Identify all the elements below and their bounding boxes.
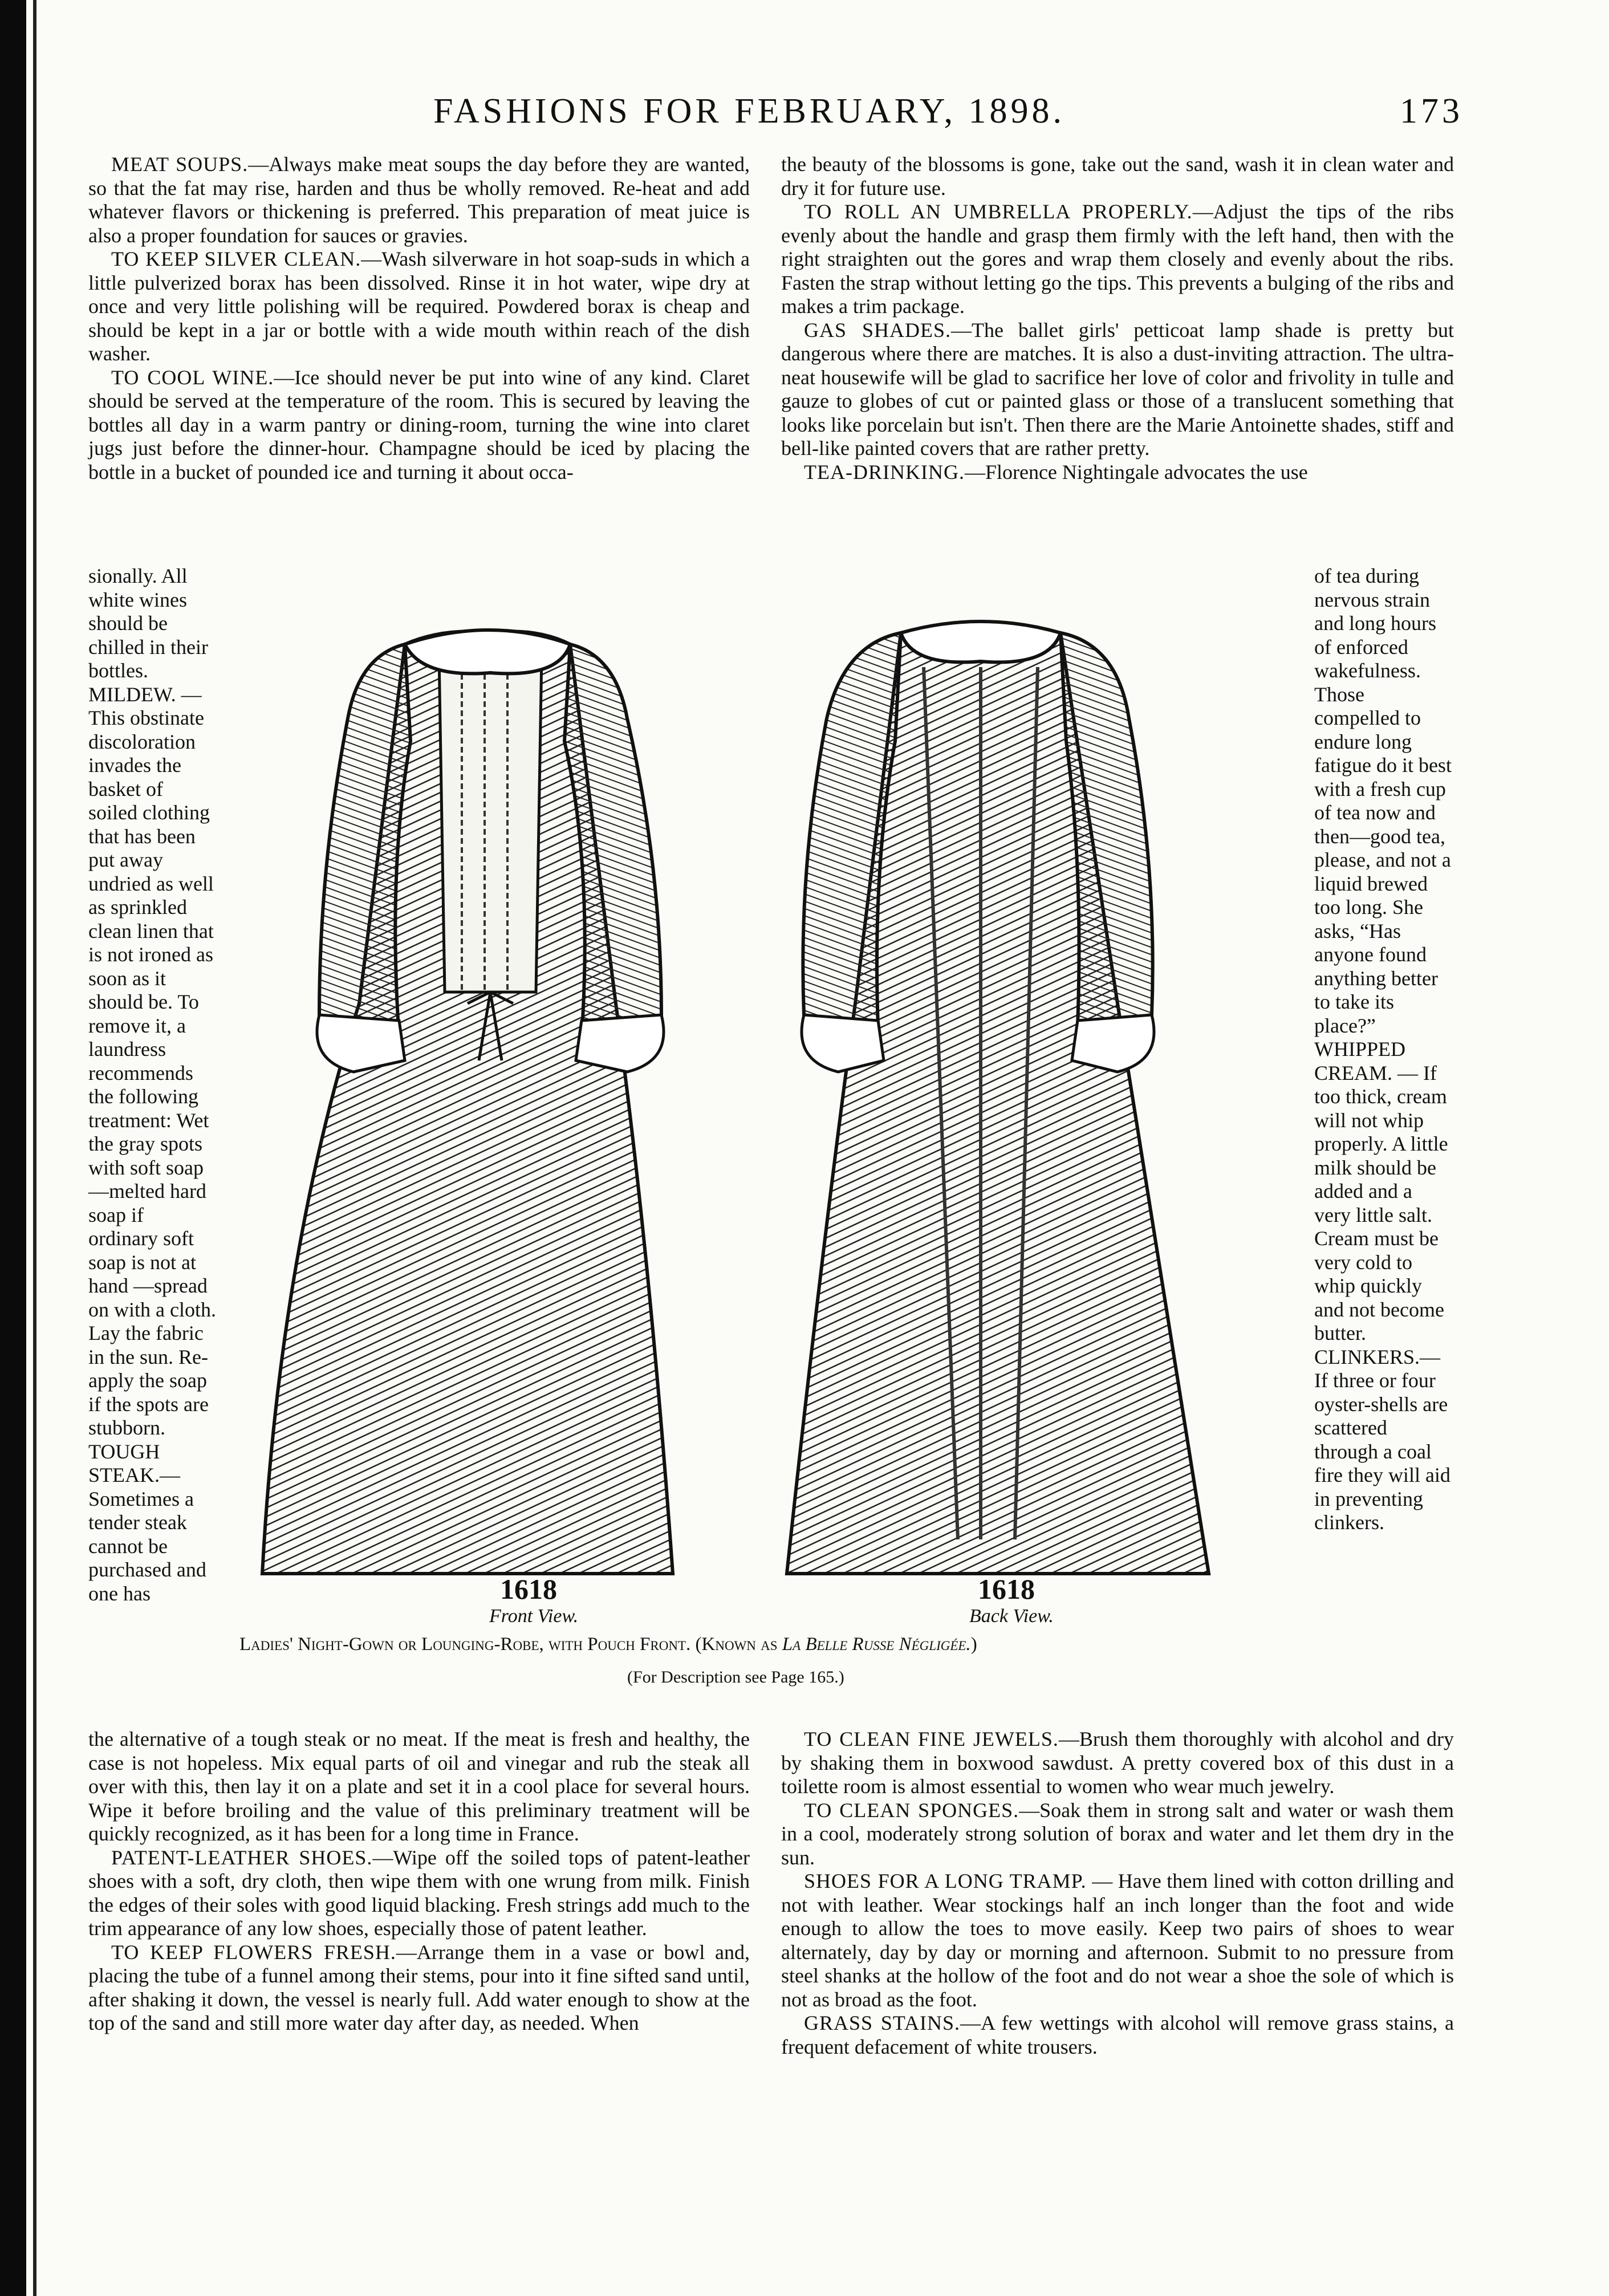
heading-patent-leather: PATENT-LEATHER SHOES. — [111, 1846, 373, 1869]
article-patent-leather — [88, 1846, 750, 1941]
article-silver-clean — [88, 247, 750, 366]
page-edge-shadow — [0, 0, 26, 2296]
back-view-label: Back View. — [969, 1606, 1054, 1627]
right-column-bottom — [781, 1728, 1454, 2059]
front-view-label: Front View. — [489, 1606, 579, 1627]
article-flowers-fresh — [88, 1941, 750, 2035]
article-flowers-cont — [781, 153, 1454, 200]
heading-tea-drinking: TEA-DRINKING. — [804, 460, 965, 483]
page-header — [433, 91, 1517, 143]
heading-silver-clean: TO KEEP SILVER CLEAN. — [111, 247, 361, 270]
caption-end: ) — [970, 1634, 977, 1655]
left-column-bottom — [88, 1728, 750, 2035]
heading-sponges: TO CLEAN SPONGES. — [804, 1798, 1019, 1822]
article-meat-soups — [88, 153, 750, 247]
article-long-tramp — [781, 1870, 1454, 2011]
back-view-gown — [787, 621, 1209, 1574]
right-column-top — [781, 153, 1454, 484]
heading-umbrella: TO ROLL AN UMBRELLA PROPERLY. — [804, 200, 1193, 223]
back-pattern-number: 1618 — [978, 1573, 1035, 1605]
article-gas-shades — [781, 319, 1454, 461]
text-cool-wine: —Ice should never be put into wine of any kind. Claret should be served at the temperature of the room. This is secured by leaving the bottles all day in a warm pantry or dining-room, turning the wine into claret jugs just before the dinner-hour. Champagne should be iced by placing the bottle in a bucket of pounded ice and turning it about occa- — [88, 365, 750, 483]
page-number: 173 — [1400, 92, 1463, 131]
caption-italic: La Belle Russe Négligée. — [782, 1634, 971, 1655]
heading-cool-wine: TO COOL WINE. — [111, 365, 274, 389]
article-sponges — [781, 1799, 1454, 1870]
heading-flowers-fresh: TO KEEP FLOWERS FRESH. — [111, 1940, 396, 1964]
caption-main: Ladies' Night-Gown or Lounging-Robe, with Pouch Front. (Known as — [239, 1634, 782, 1655]
article-fine-jewels — [781, 1728, 1454, 1799]
text-flowers-fresh: —Arrange them in a vase or bowl and, placing the tube of a funnel among their stems, pour into it fine sifted sand until, after shaking it down, the vessel is nearly full. Add water enough to show at the top of the sand and still more water day after day, as needed. When — [88, 1940, 750, 2034]
text-silver-clean: —Wash silverware in hot soap-suds in which a little pulverized borax has been dissolved. Rinse it in hot water, wipe dry at once and very little polishing will be required. Powdered borax is cheap and should be kept in a jar or bottle with a wide mouth within reach of the dish washer. — [88, 247, 750, 365]
left-column-top — [88, 153, 750, 484]
left-narrow-column — [88, 564, 217, 1606]
article-umbrella — [781, 200, 1454, 319]
article-grass-stains — [781, 2011, 1454, 2059]
text-long-tramp: — Have them lined with cotton drilling and not with leather. Wear stockings half an inch longer than the foot and wide enough to allow the toes to move easily. Keep two pairs of shoes to wear alternately, day by day or morning and afternoon. Submit to no pressure from steel shanks at the hollow of the foot and do not wear a shoe the sole of which is not as broad as the foot. — [781, 1870, 1454, 2011]
front-pattern-number: 1618 — [500, 1573, 557, 1605]
heading-gas-shades: GAS SHADES. — [804, 318, 952, 342]
description-reference: (For Description see Page 165.) — [627, 1668, 844, 1687]
text-umbrella: —Adjust the tips of the ribs evenly about the handle and grasp them firmly with the left hand, then with the right straighten out the gores and wrap them closely and evenly about the ribs. Fasten the strap without letting go the tips. This prevents a bulging of the ribs and makes a trim package. — [781, 200, 1454, 318]
heading-meat-soups: MEAT SOUPS. — [111, 153, 249, 176]
figure-caption — [239, 1634, 1323, 1655]
gown-illustration — [217, 570, 1346, 1688]
heading-fine-jewels: TO CLEAN FINE JEWELS. — [804, 1728, 1059, 1750]
text-tough-steak-cont: the alternative of a tough steak or no meat. If the meat is fresh and healthy, the case is not hopeless. Mix equal parts of oil and vinegar and rub the steak all over with this, then lay it on a plate and set it in a cool place for several hours. Wipe it before broiling and the value of this preliminary treatment will be quickly recognized, as it has been for a long time in France. — [88, 1728, 750, 1845]
heading-grass-stains: GRASS STAINS. — [804, 2011, 960, 2034]
article-tough-steak-cont — [88, 1728, 750, 1846]
article-tea-drinking — [781, 461, 1454, 485]
text-tea-cream-clinkers: of tea during nervous strain and long hours of enforced wakefulness. Those compelled to endure long fatigue do it best with a fresh cup of tea now and then—good tea, please, and not a liquid brewed too long. She asks, “Has anyone found anything better to take its place?” WHIPPED CREAM. — If too thick, cream will not whip properly. A little milk should be added and a very little salt. Cream must be very cold to whip quickly and not become butter. CLINKERS.—If three or four oyster-shells are scattered through a coal fire they will aid in preventing clinkers. — [1314, 564, 1452, 1534]
text-patent-leather: —Wipe off the soiled tops of patent-leather shoes with a soft, dry cloth, then wipe them with one wrung from milk. Finish the edges of their soles with good liquid blacking. Fresh strings add much to the trim appearance of any low shoes, especially those of patent leather. — [88, 1846, 750, 1940]
front-view-gown — [262, 630, 673, 1574]
page-edge-rule — [33, 0, 36, 2296]
text-tea-drinking: —Florence Nightingale advocates the use — [964, 460, 1308, 483]
gown-drawing — [217, 570, 1311, 1636]
text-fine-jewels: —Brush them thoroughly with alcohol and dry by shaking them in boxwood sawdust. A pretty covered box of this dust in a toilette room is almost essential to women who wear much jewelry. — [781, 1728, 1454, 1798]
text-grass-stains: —A few wettings with alcohol will remove grass stains, a frequent defacement of white trousers. — [781, 2011, 1454, 2058]
text-sponges: —Soak them in strong salt and water or wash them in a cool, moderately strong solution of borax and water and let them dry in the sun. — [781, 1798, 1454, 1869]
page-title: FASHIONS FOR FEBRUARY, 1898. — [433, 92, 1066, 131]
text-meat-soups: —Always make meat soups the day before they are wanted, so that the fat may rise, harden and thus be wholly removed. Re-heat and add whatever flavors or thickening is preferred. This preparation of meat juice is also a proper foundation for sauces or gravies. — [88, 153, 750, 247]
article-cool-wine — [88, 366, 750, 485]
heading-long-tramp: SHOES FOR A LONG TRAMP. — [804, 1870, 1087, 1892]
text-flowers-cont: the beauty of the blossoms is gone, take out the sand, wash it in clean water and dry it for future use. — [781, 153, 1454, 200]
text-mildew-tough-steak: sionally. All white wines should be chilled in their bottles. MILDEW. —This obstinate discoloration invades the basket of soiled clothing that has been put away undried as well as sprinkled clean linen that is not ironed as soon as it should be. To remove it, a laundress recommends the following treatment: Wet the gray spots with soft soap—melted hard soap if ordinary soft soap is not at hand —spread on with a cloth. Lay the fabric in the sun. Re-apply the soap if the spots are stubborn. TOUGH STEAK.—Sometimes a tender steak cannot be purchased and one has — [88, 564, 216, 1605]
text-gas-shades: —The ballet girls' petticoat lamp shade is pretty but dangerous where there are matches. It is also a dust-inviting attraction. The ultra-neat housewife will be glad to sacrifice her love of color and frivolity in tulle and gauze to globes of cut or painted glass or those of a translucent something that looks like porcelain but isn't. Then there are the Marie Antoinette shades, stiff and bell-like painted covers that are rather pretty. — [781, 318, 1454, 460]
